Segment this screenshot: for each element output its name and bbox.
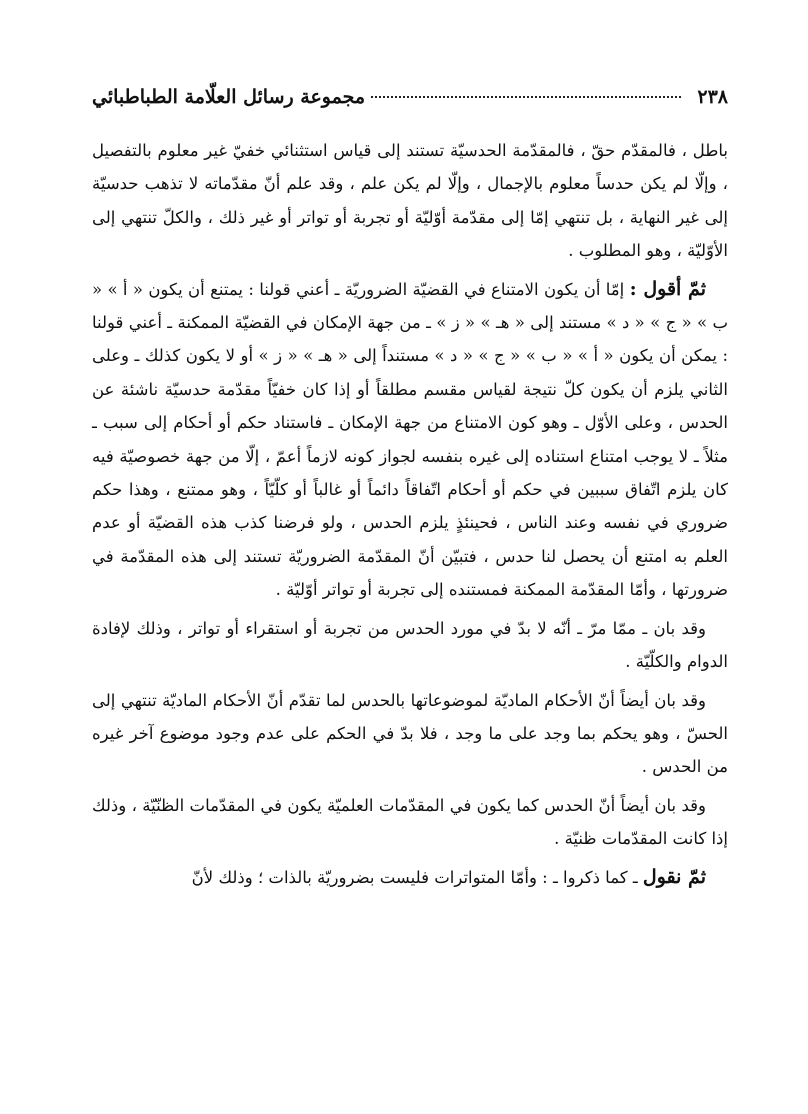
paragraph-4: [92, 684, 728, 784]
book-title: مجموعة رسائل العلّامة الطباطبائي: [92, 86, 366, 108]
paragraph-1-text: باطل ، فالمقدّم حقّ ، فالمقدّمة الحدسيّة تستند إلى قياس استثنائي خفيّ غير معلوم بالتفصيل ، وإلّا لم يكن حدساً معلوم بالإجمال ، وإلّا لم يكن علم ، وقد علم أنّ مقدّماته لا تذهب حدسيّة إلى غير النهاية ، بل تنتهي إمّا إلى مقدّمة أوّليّة أو تجربة أو تواتر أو غير ذلك ، والكلّ تنتهي إلى الأوّليّة ، وهو المطلوب .: [92, 141, 728, 261]
paragraph-3-text: وقد بان ـ ممّا مرّ ـ أنّه لا بدّ في مورد الحدس من تجربة أو استقراء أو تواتر ، وذلك لإفادة الدوام والكلّيّة .: [92, 618, 728, 672]
paragraph-3: [92, 612, 728, 679]
paragraph-1: [92, 134, 728, 268]
paragraph-4-text: وقد بان أيضاً أنّ الأحكام الماديّة لموضوعاتها بالحدس لما تقدّم أنّ الأحكام الماديّة تنتهي إلى الحسّ ، وهو يحكم بما وجد على ما وجد ، فلا بدّ في الحكم على عدم وجود موضوع آخر غيره من الحدس .: [92, 690, 728, 777]
paragraph-6-lead: ثمّ نقول: [642, 865, 706, 888]
paragraph-2-lead: ثمّ أقول :: [629, 277, 706, 300]
paragraph-6: [92, 861, 728, 894]
body-text: [92, 134, 728, 894]
paragraph-2: [92, 273, 728, 607]
page-number: ٢٣٨: [697, 86, 728, 108]
running-header: [92, 86, 728, 120]
paragraph-5: [92, 789, 728, 856]
paragraph-6-text: ـ كما ذكروا ـ : وأمّا المتواترات فليست بضروريّة بالذات ؛ وذلك لأنّ: [191, 867, 643, 887]
paragraph-5-text: وقد بان أيضاً أنّ الحدس كما يكون في المقدّمات العلميّة يكون في المقدّمات الظنّيّة ، وذلك إذا كانت المقدّمات ظنيّة .: [92, 795, 728, 849]
paragraph-2-text: إمّا أن يكون الامتناع في القضيّة الضروريّة ـ أعني قولنا : يمتنع أن يكون « أ » « ب » « ج » « د » مستند إلى « هـ » « ز » ـ من جهة الإمكان في القضيّة الممكنة ـ أعني قولنا : يمكن أن يكون « أ » « ب » « ج » « د » مستنداً إلى « هـ » « ز » أو لا يكون كذلك ـ وعلى الثاني يلزم أن يكون كلّ نتيجة لقياس مقسم مطلقاً أو إذا كان خفيّاً مقدّمة حدسيّة ناشئة عن الحدس ، وعلى الأوّل ـ وهو كون الامتناع من جهة الإمكان ـ فاستناد حكم أو أحكام إلى سبب ـ مثلاً ـ لا يوجب امتناع استناده إلى غيره بنفسه لجواز كونه لازماً أعمّ ، إلّا من جهة خصوصيّة فيه كان يلزم اتّفاق سببين في حكم أو أحكام اتّفاقاً دائماً أو غالباً أو كلّيّاً ، وهو ممتنع ، وهذا حكم ضروري في نفسه وعند الناس ، فحينئذٍ يلزم الحدس ، ولو فرضنا كذب هذه القضيّة أو عدم العلم به امتنع أن يحصل لنا حدس ، فتبيّن أنّ المقدّمة الضروريّة تستند إلى هذه المقدّمة في ضرورتها ، وأمّا المقدّمة الممكنة فمستنده إلى تجربة أو تواتر أوّليّة .: [92, 279, 728, 600]
header-dot-leader: [371, 96, 681, 98]
document-page: [92, 86, 728, 894]
